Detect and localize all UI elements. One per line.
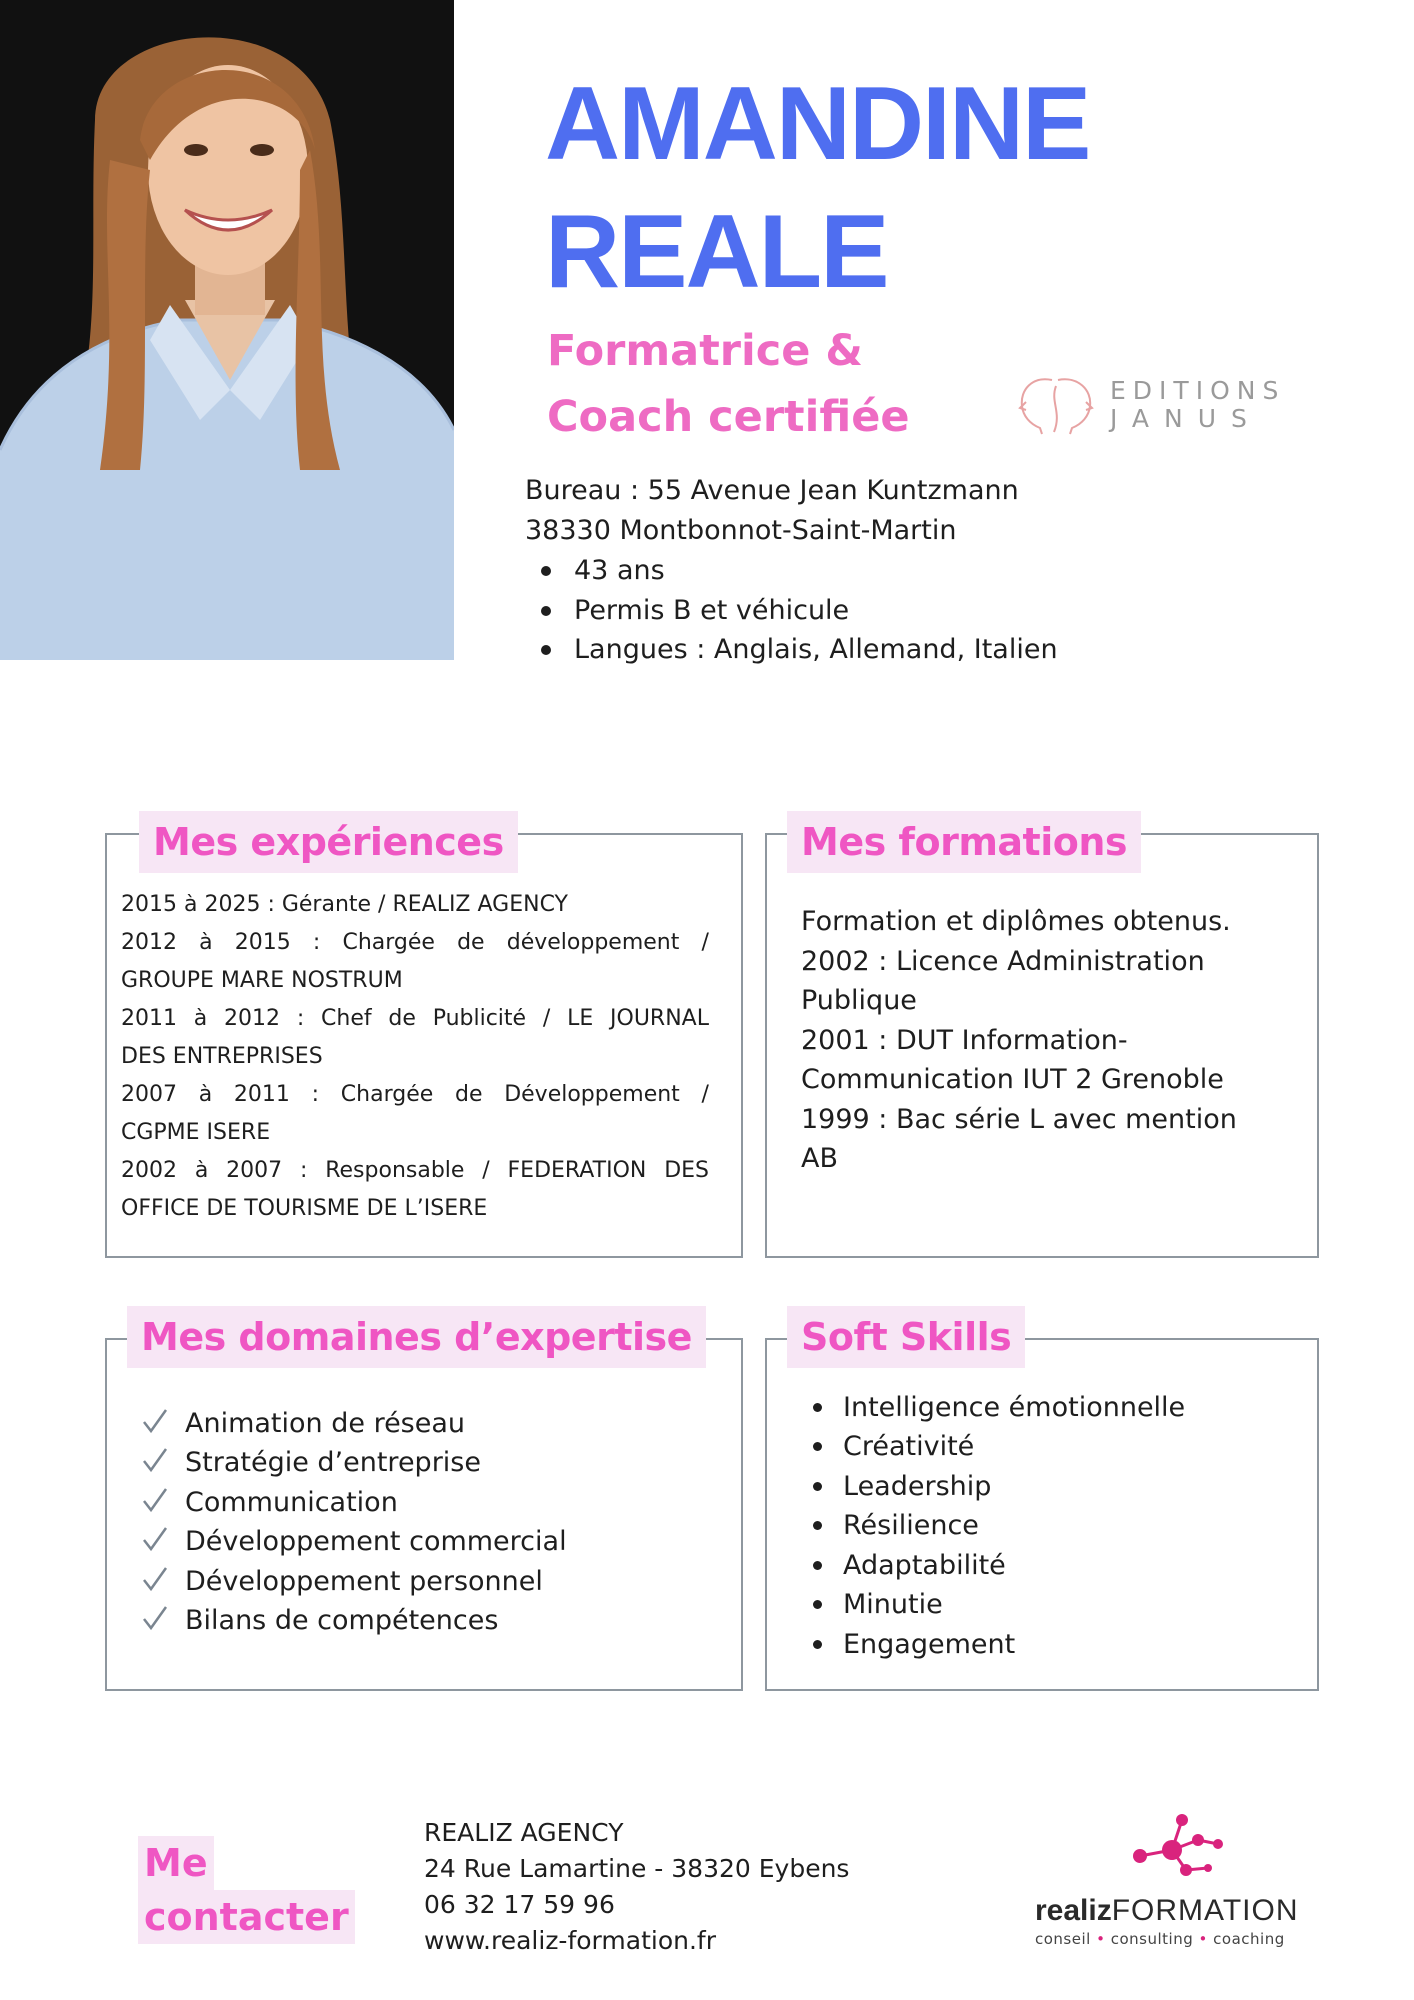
contact-website[interactable]: www.realiz-formation.fr <box>424 1926 716 1955</box>
bullet-icon <box>813 1482 822 1491</box>
realiz-formation-logo <box>1030 1810 1310 1950</box>
contact-company: REALIZ AGENCY <box>424 1818 624 1847</box>
formation-line: Communication IUT 2 Grenoble <box>801 1064 1224 1095</box>
checkmark-icon <box>140 1564 170 1594</box>
last-name: REALE <box>545 194 888 310</box>
profile-photo <box>0 0 454 660</box>
editions-janus-logo <box>1012 372 1286 440</box>
address-line2: 38330 Montbonnot-Saint-Martin <box>525 515 957 546</box>
experience-line: DES ENTREPRISES <box>121 1046 323 1068</box>
bullet-icon <box>813 1403 822 1412</box>
bullet-icon <box>813 1561 822 1570</box>
janus-logo-line2: JANUS <box>1110 404 1262 433</box>
experience-line: 2011 à 2012 : Chef de Publicité / LE JOURNAL <box>121 1008 709 1030</box>
checkmark-icon <box>140 1485 170 1515</box>
experience-line: 2002 à 2007 : Responsable / FEDERATION DES <box>121 1160 709 1182</box>
formations-title: Mes formations <box>787 811 1141 873</box>
realiz-brand: realizFORMATION <box>1035 1894 1299 1927</box>
checkmark-icon <box>140 1406 170 1436</box>
formation-line: 1999 : Bac série L avec mention <box>801 1104 1237 1135</box>
bullet-icon <box>813 1600 822 1609</box>
experience-line: 2012 à 2015 : Chargée de développement / <box>121 932 709 954</box>
checkmark-icon <box>140 1524 170 1554</box>
contact-address: 24 Rue Lamartine - 38320 Eybens <box>424 1854 850 1883</box>
experience-line: OFFICE DE TOURISME DE L’ISERE <box>121 1198 488 1220</box>
address-line1: Bureau : 55 Avenue Jean Kuntzmann <box>525 475 1019 506</box>
realiz-tagline: conseil • consulting • coaching <box>1035 1930 1285 1948</box>
experience-line: GROUPE MARE NOSTRUM <box>121 970 403 992</box>
contact-title-line1: Me <box>138 1836 214 1890</box>
contact-title-line2: contacter <box>138 1890 355 1944</box>
formation-line: Formation et diplômes obtenus. <box>801 906 1231 937</box>
checkmark-icon <box>140 1603 170 1633</box>
bullet-icon <box>541 606 551 616</box>
formation-line: AB <box>801 1143 838 1174</box>
soft-skills-title: Soft Skills <box>787 1306 1025 1368</box>
janus-faces-icon <box>1012 372 1102 440</box>
contact-phone[interactable]: 06 32 17 59 96 <box>424 1890 615 1919</box>
bullet-icon <box>813 1640 822 1649</box>
experiences-title: Mes expériences <box>139 811 518 873</box>
experience-line: CGPME ISERE <box>121 1122 271 1144</box>
bullet-icon <box>541 645 551 655</box>
checkmark-icon <box>140 1445 170 1475</box>
expertise-title: Mes domaines d’expertise <box>127 1306 706 1368</box>
bullet-icon <box>541 566 551 576</box>
experience-line: 2015 à 2025 : Gérante / REALIZ AGENCY <box>121 894 568 916</box>
formation-line: Publique <box>801 985 917 1016</box>
formation-line: 2002 : Licence Administration <box>801 946 1205 977</box>
janus-logo-line1: EDITIONS <box>1110 376 1286 405</box>
molecule-icon <box>1120 1810 1240 1890</box>
job-title-line1: Formatrice & <box>547 326 863 376</box>
bullet-icon <box>813 1521 822 1530</box>
job-title-line2: Coach certifiée <box>547 392 910 442</box>
formation-line: 2001 : DUT Information- <box>801 1025 1128 1056</box>
experience-line: 2007 à 2011 : Chargée de Développement / <box>121 1084 709 1106</box>
first-name: AMANDINE <box>545 66 1090 182</box>
bullet-icon <box>813 1442 822 1451</box>
